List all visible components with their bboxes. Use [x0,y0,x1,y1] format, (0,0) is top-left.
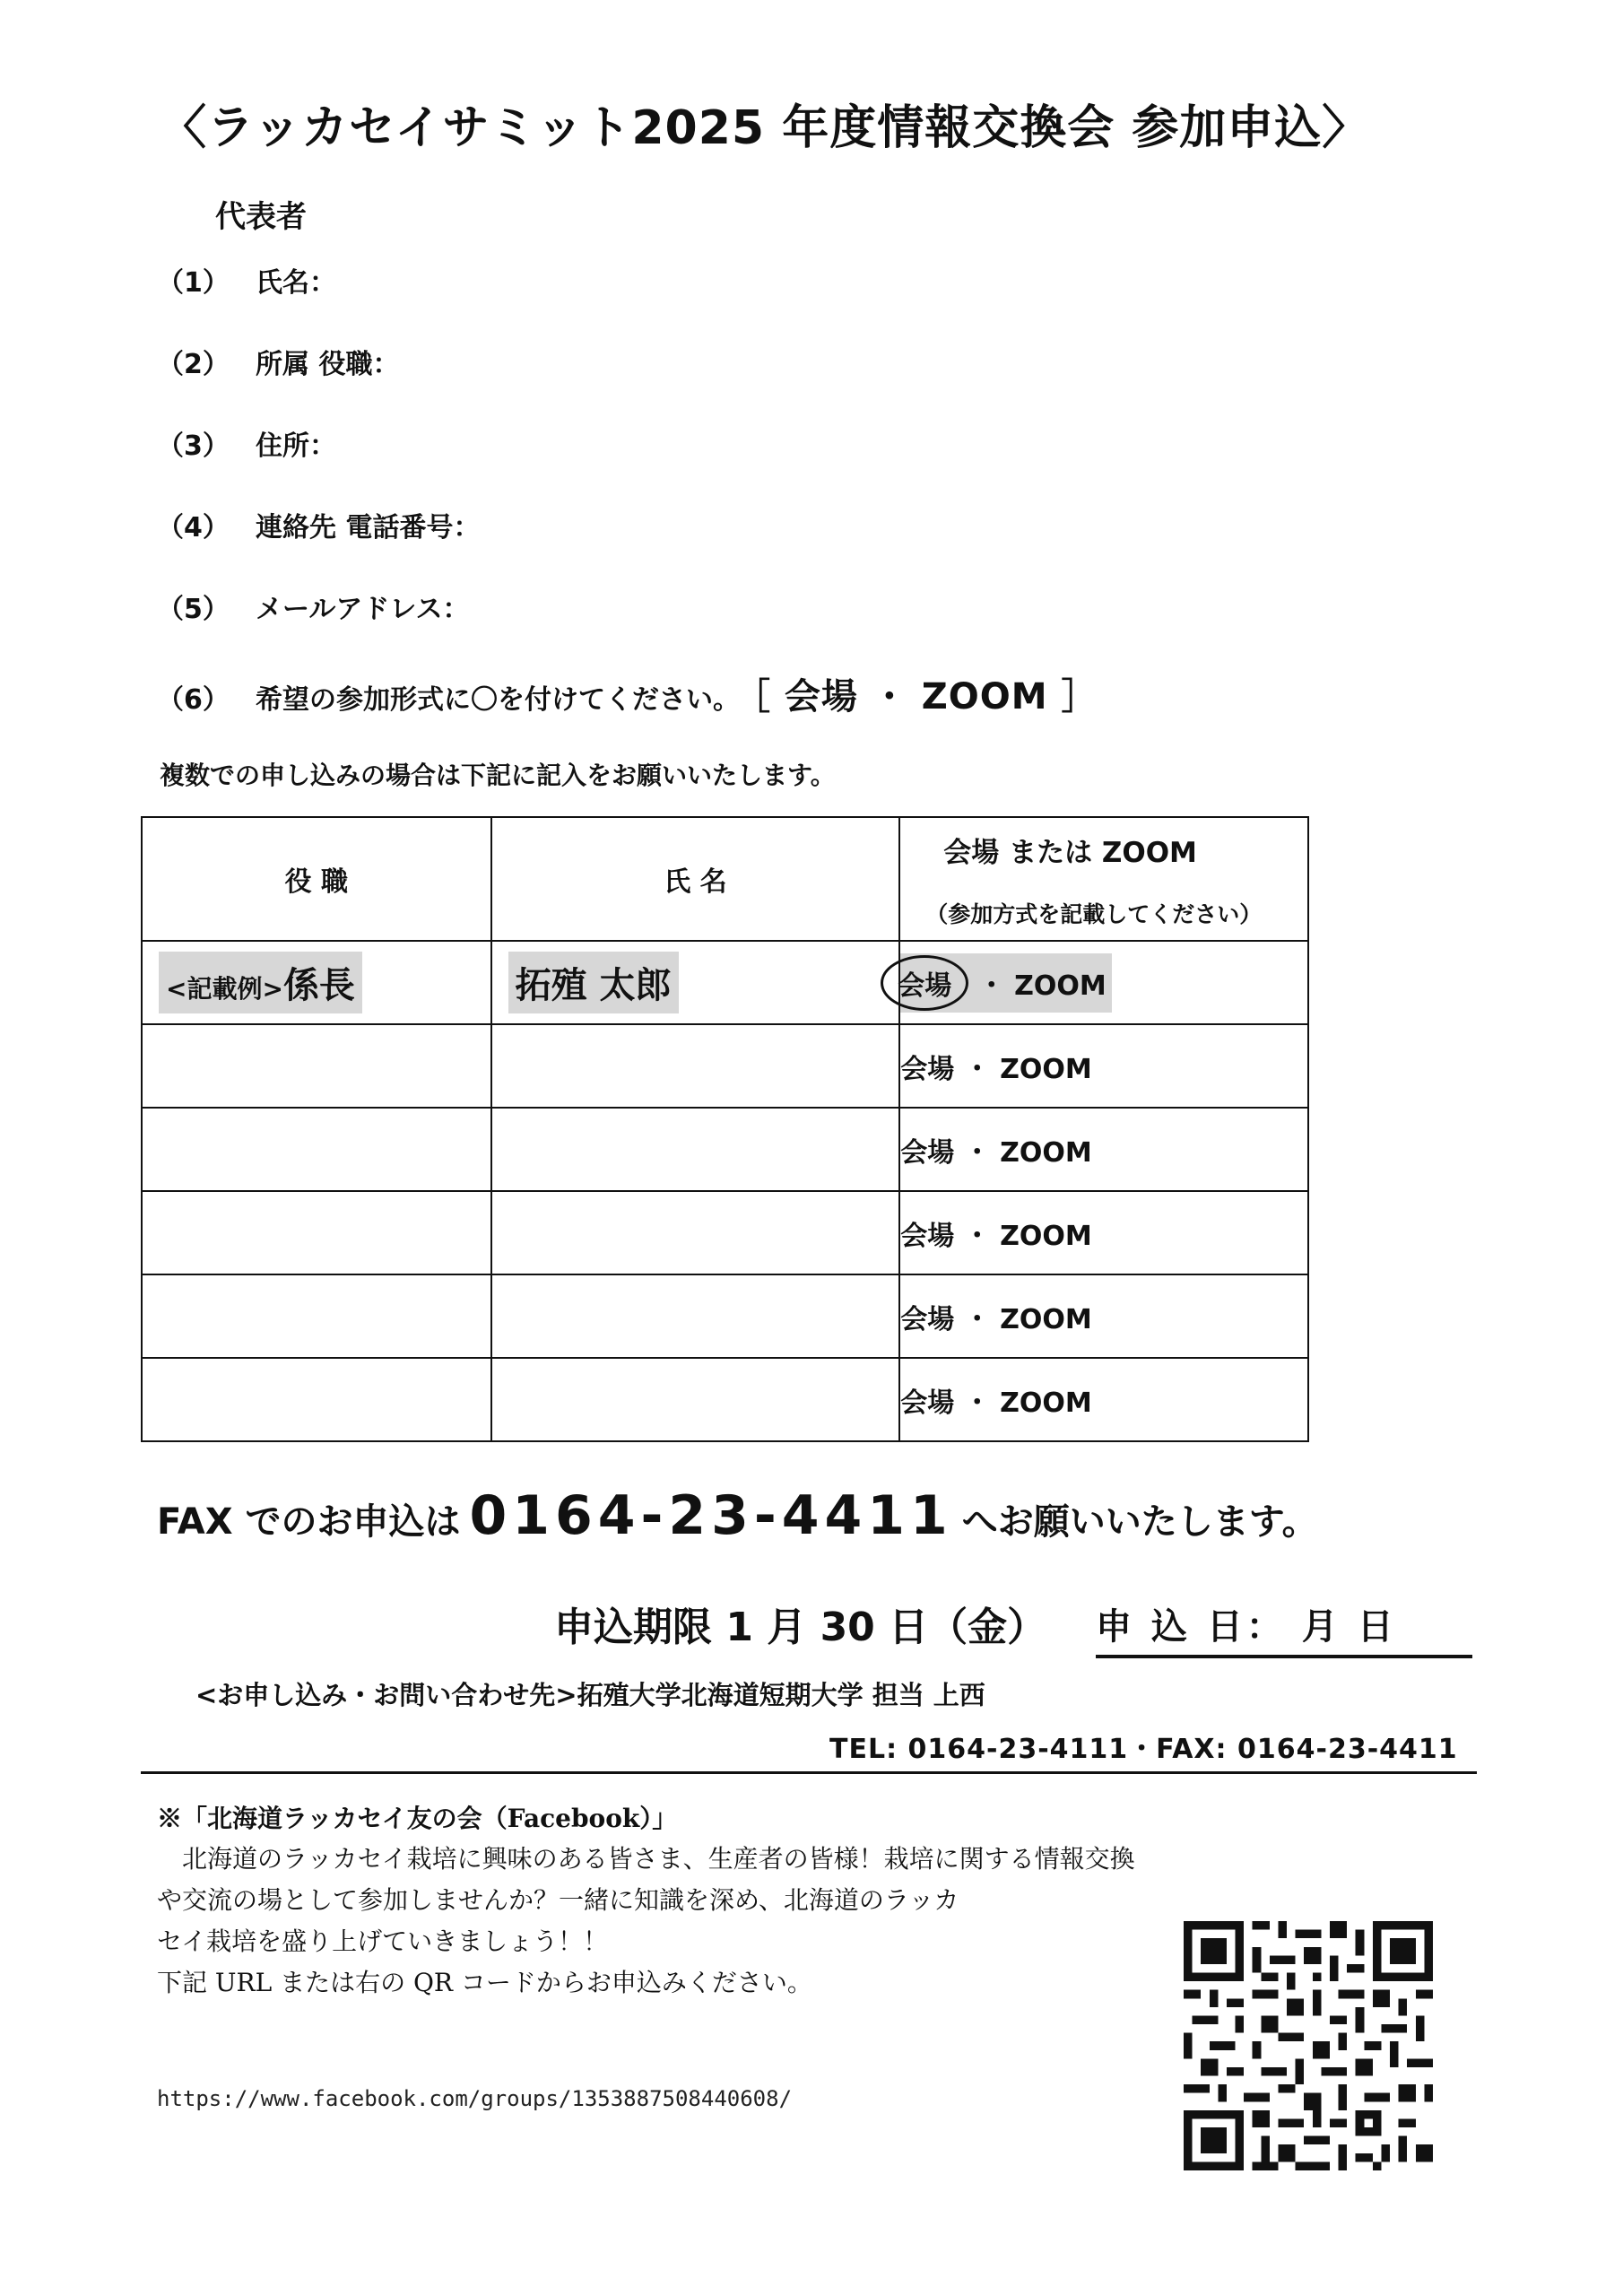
qr-code-icon[interactable] [1184,1921,1433,2170]
header-name: 氏 名 [491,817,900,941]
name-input-cell[interactable] [491,1358,900,1441]
position-input-cell[interactable] [142,1108,491,1191]
format-choice-cell[interactable]: 会場 ・ ZOOM [899,1024,1308,1108]
position-input-cell[interactable] [142,1274,491,1358]
field-affiliation [157,342,399,381]
example-choice-rest: ・ ZOOM [977,970,1107,1002]
example-row [142,941,1308,1024]
name-input-cell[interactable] [491,1191,900,1274]
field-label: メールアドレス： [256,594,470,625]
fax-suffix: へお願いいたします。 [961,1501,1318,1543]
multi-entry-note: 複数での申し込みの場合は下記に記入をお願いいたします。 [160,761,836,790]
format-options[interactable]: ［ 会場 ・ ZOOM ］ [752,676,1098,718]
format-choice-cell[interactable]: 会場 ・ ZOOM [899,1274,1308,1358]
field-format [157,668,1098,719]
representative-label: 代表者 [215,199,307,235]
facebook-line: や交流の場として参加しませんか？一緒に知識を深め、北海道のラッカ [157,1885,959,1915]
facebook-line: 下記 URL または右の QR コードからお申込みください。 [157,1968,812,1997]
entry-table [141,816,1309,1442]
header-position: 役 職 [142,817,491,941]
field-label: 希望の参加形式に〇を付けてください。 [256,684,740,716]
fax-prefix: FAX でのお申込は [157,1501,461,1543]
apply-date-field[interactable]: 申 込 日： 月 日 [1096,1598,1472,1658]
circled-venue: 会場 [881,955,968,1011]
header-format-line1: 会場 または ZOOM [943,836,1197,869]
divider [141,1771,1477,1774]
field-address [157,423,336,463]
field-number: （1） [157,267,230,299]
deadline: 申込期限 1 月 30 日（金） [554,1605,1047,1650]
example-position-cell [142,941,491,1024]
field-number: （2） [157,349,230,380]
field-email [157,587,470,626]
facebook-title: ※「北海道ラッカセイ友の会（Facebook）」 [157,1804,678,1833]
field-number: （5） [157,594,230,625]
facebook-line: セイ栽培を盛り上げていきましょう！！ [157,1926,609,1956]
header-format-line2: （参加方式を記載してください） [925,900,1263,927]
fax-number: 0164-23-4411 [469,1484,953,1547]
example-prefix: <記載例> [166,974,283,1004]
header-format [899,817,1308,941]
name-input-cell[interactable] [491,1024,900,1108]
example-name: 拓殖 太郎 [508,952,679,1013]
table-row [142,1024,1308,1108]
table-header-row [142,817,1308,941]
example-position: 係長 [282,965,355,1006]
format-choice-cell[interactable]: 会場 ・ ZOOM [899,1191,1308,1274]
example-choice-cell [899,941,1308,1024]
facebook-line: 北海道のラッカセイ栽培に興味のある皆さま、生産者の皆様！栽培に関する情報交換 [157,1844,1135,1874]
table-row [142,1358,1308,1441]
table-row [142,1108,1308,1191]
table-row [142,1191,1308,1274]
field-number: （3） [157,430,230,462]
facebook-description [157,1839,1197,2004]
field-number: （6） [157,684,230,716]
position-input-cell[interactable] [142,1191,491,1274]
field-phone [157,505,480,544]
position-input-cell[interactable] [142,1358,491,1441]
format-choice-cell[interactable]: 会場 ・ ZOOM [899,1108,1308,1191]
field-label: 所属 役職： [256,349,400,380]
table-row [142,1274,1308,1358]
name-input-cell[interactable] [491,1274,900,1358]
contact-info: <お申し込み・お問い合わせ先>拓殖大学北海道短期大学 担当 上西 [195,1680,985,1710]
fax-instruction [157,1484,1318,1547]
field-name [157,260,336,300]
example-name-cell [491,941,900,1024]
name-input-cell[interactable] [491,1108,900,1191]
tel-fax: TEL: 0164-23-4111・FAX: 0164-23-4411 [829,1734,1458,1765]
field-label: 連絡先 電話番号： [256,512,481,544]
facebook-url[interactable]: https://www.facebook.com/groups/1353887508440608/ [157,2086,793,2111]
position-input-cell[interactable] [142,1024,491,1108]
field-label: 住所： [256,430,336,462]
field-label: 氏名： [256,267,336,299]
field-number: （4） [157,512,230,544]
page-title: 〈ラッカセイサミット2025 年度情報交換会 参加申込〉 [160,101,1370,155]
format-choice-cell[interactable]: 会場 ・ ZOOM [899,1358,1308,1441]
